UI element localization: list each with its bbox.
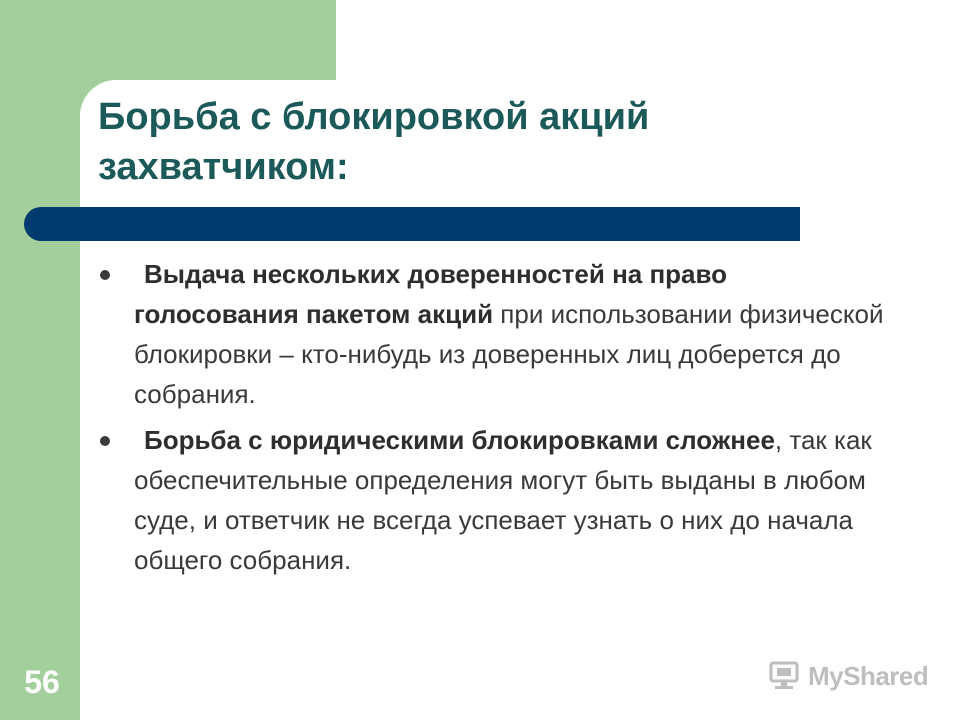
bullet-icon — [100, 270, 110, 280]
title-divider-bar — [24, 207, 800, 241]
page-number: 56 — [24, 664, 60, 700]
bullet-1-bold: Выдача нескольких доверенностей на право голосования пакетом акций — [134, 259, 728, 329]
slide-title: Борьба с блокировкой акций захватчиком: — [98, 96, 650, 188]
bullet-list — [98, 254, 888, 586]
bullet-2-bold: Борьба с юридическими блокировками — [144, 425, 659, 455]
bullet-icon — [100, 436, 110, 446]
list-item — [98, 420, 888, 580]
bullet-2-text: , так как обеспечительные определения могут быть выданы в любом суде, и ответчик не всегда успевает узнать о них до начала общего собрания. — [134, 425, 872, 575]
myshared-logo-icon — [768, 661, 802, 691]
watermark-text: MyShared — [808, 660, 929, 691]
bullet-1-text: при использовании физической блокировки – кто-нибудь из доверенных лиц доберется до собрания. — [134, 299, 884, 409]
bullet-2-bold-continued: сложнее — [665, 425, 775, 455]
list-item — [98, 254, 888, 414]
watermark — [768, 656, 928, 696]
